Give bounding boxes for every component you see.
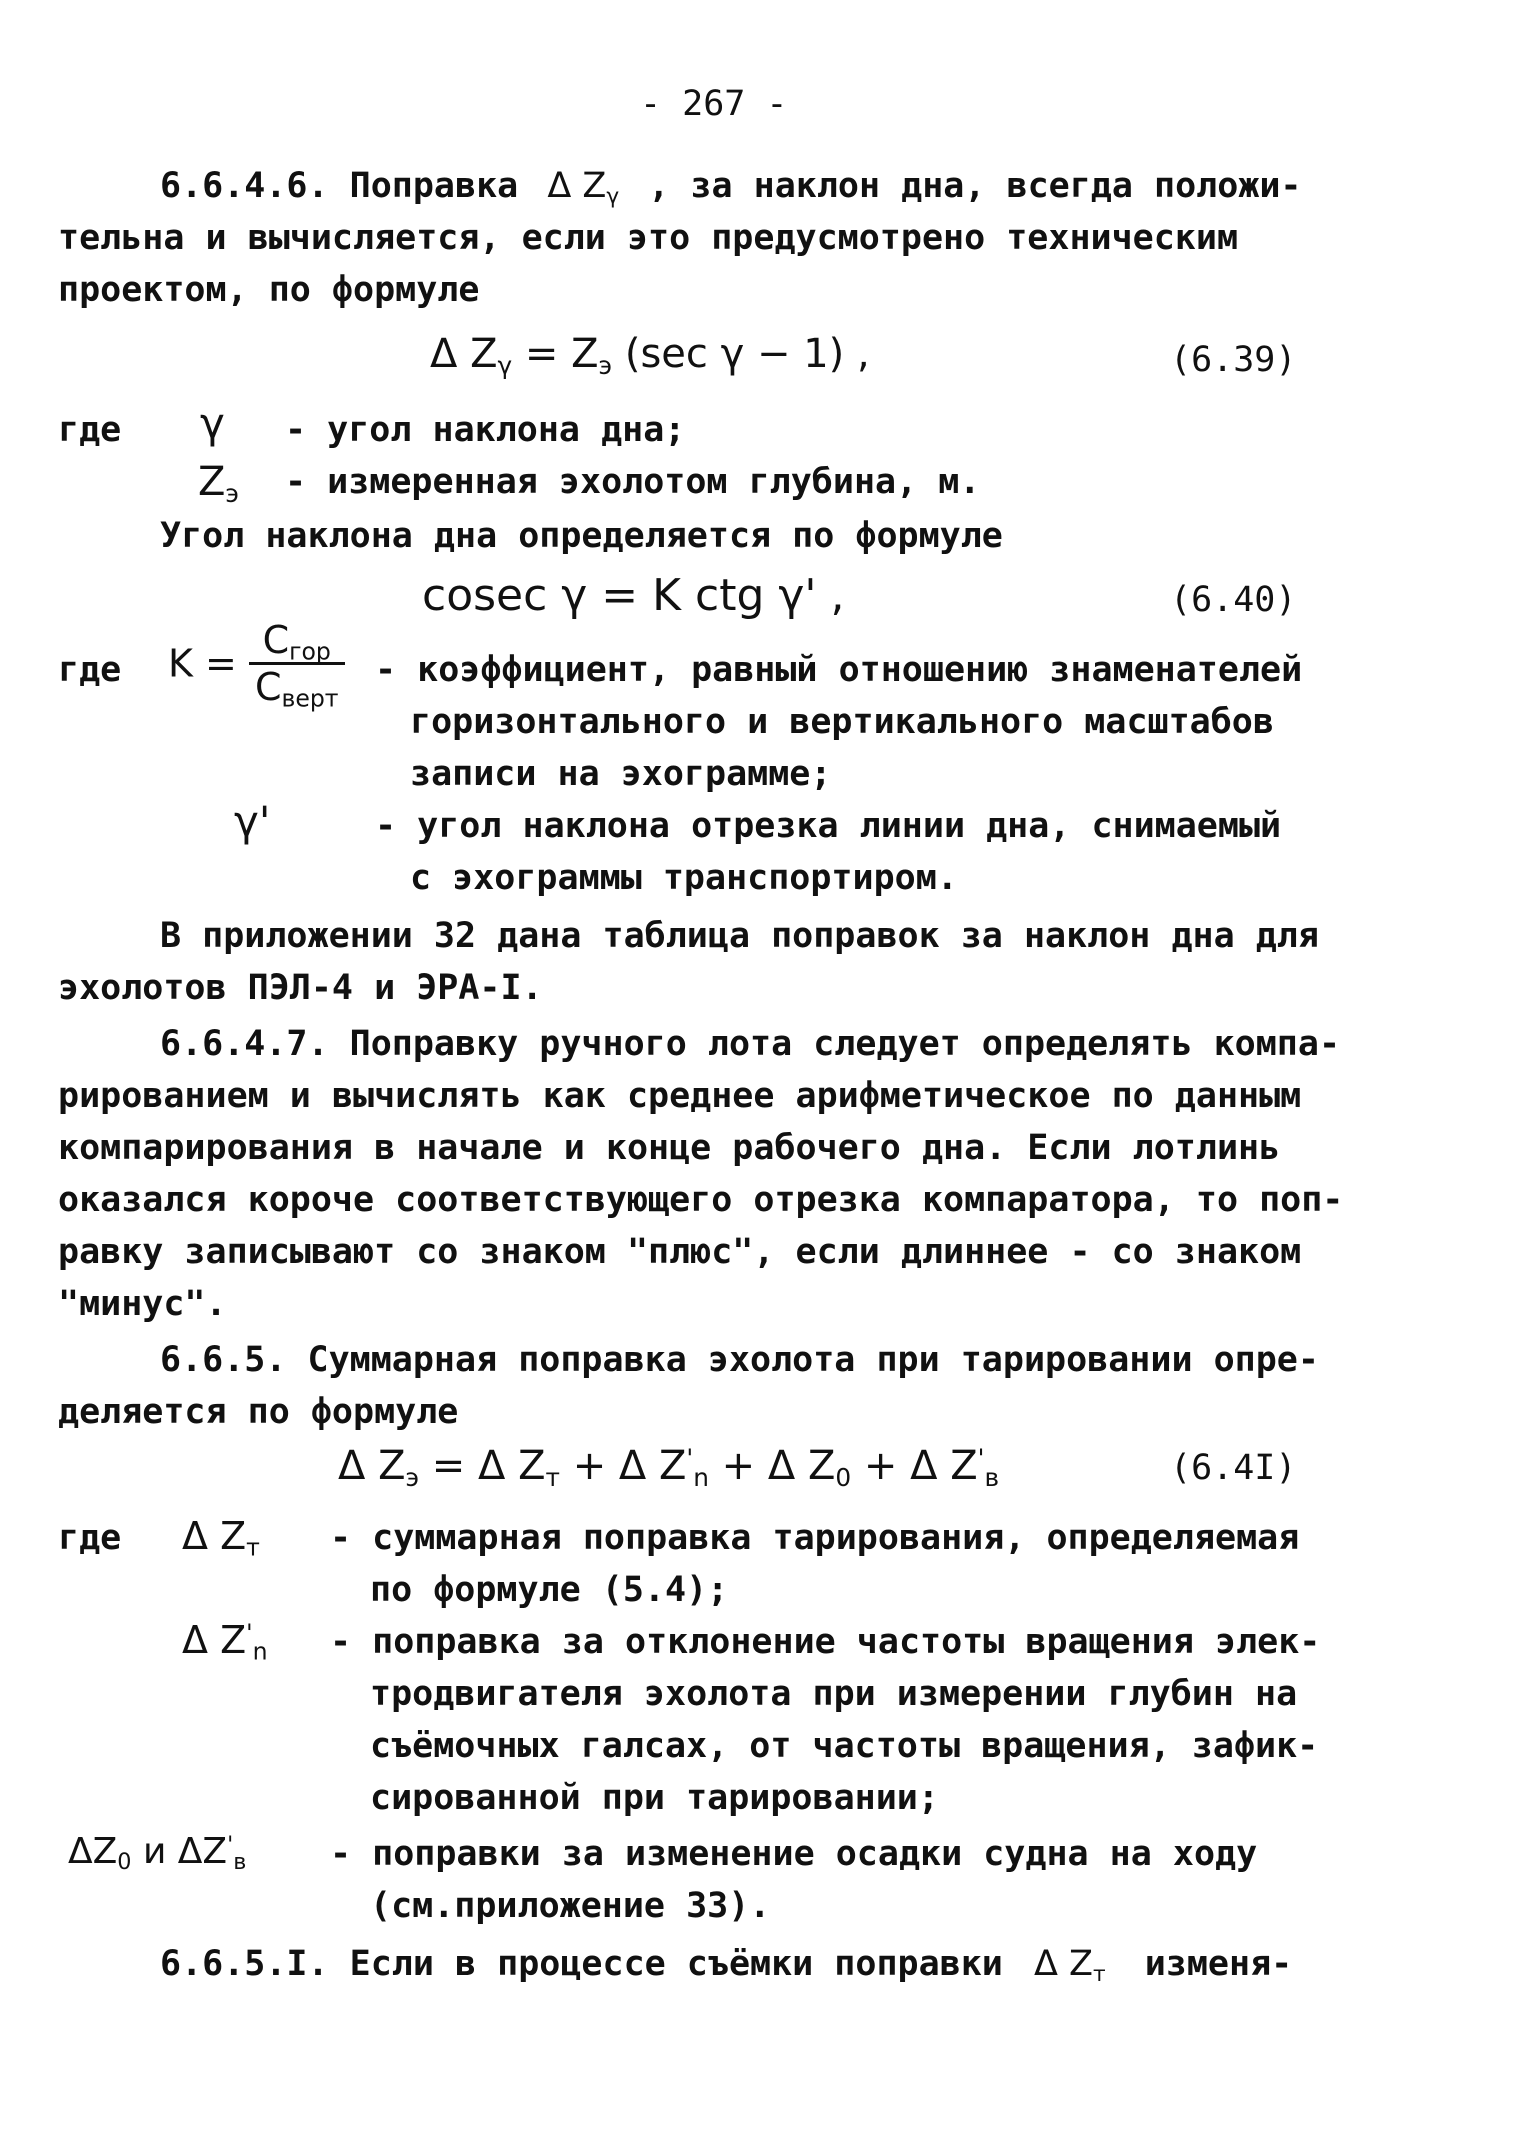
delta-z-n-symbol: Δ $Z'_n$ [182, 1618, 268, 1666]
k-definition-line-3: записи на эхограмме; [410, 754, 832, 794]
draft-correction-definition-line-2: (см.приложение 33). [370, 1886, 771, 1926]
appendix-32-line-2: эхолотов ПЭЛ-4 и ЭРА-I. [58, 968, 543, 1008]
delta-z-t-inline: Δ $Z_т$ [1033, 1944, 1106, 1988]
where-label-3: где [58, 1518, 122, 1558]
delta-z-t-definition-line-2: по формуле (5.4); [370, 1570, 729, 1610]
paragraph-6-6-4-6-line-1 [160, 160, 1302, 212]
paragraph-6-6-4-7-line-3: компарирования в начале и конце рабочего дна. Если лотлинь [58, 1128, 1281, 1168]
gamma-prime-definition-line-1: - угол наклона отрезка линии дна, снимаемый [375, 806, 1282, 846]
delta-z-t-definition-line-1: - суммарная поправка тарирования, определяемая [330, 1518, 1300, 1558]
formula-6-40-number: (6.40) [1170, 580, 1297, 620]
paragraph-6-6-5-line-2: деляется по формуле [58, 1392, 459, 1432]
delta-z-t-symbol: Δ $Z_т$ [182, 1514, 260, 1562]
angle-intro: Угол наклона дна определяется по формуле [160, 516, 1003, 556]
draft-correction-definition-line-1: - поправки за изменение осадки судна на ходу [330, 1834, 1258, 1874]
formula-6-39-number: (6.39) [1170, 340, 1297, 380]
formula-6-41: Δ $Z_э = \Delta$ $Z_т + \Delta$ $Z'_n + \Delta$ $Z_0 + \Delta$ $Z'_в$ [338, 1443, 1000, 1492]
z-echo-symbol: $Z_э$ [198, 459, 240, 508]
paragraph-6-6-4-6-line-3: проектом, по формуле [58, 270, 480, 310]
k-fraction: K = $\frac{C_{гор}}{C_{верт}}$ [168, 618, 345, 709]
delta-z-n-definition-line-4: сированной при тарировании; [370, 1778, 939, 1818]
gamma-prime-symbol: γ' [234, 797, 271, 846]
delta-z-n-definition-line-3: съёмочных галсах, от частоты вращения, зафик- [370, 1726, 1319, 1766]
delta-z-n-definition-line-2: тродвигателя эхолота при измерении глубин на [370, 1674, 1298, 1714]
k-definition-line-2: горизонтального и вертикального масштабов [410, 702, 1274, 742]
paragraph-6-6-4-6-line-2: тельна и вычисляется, если это предусмотрено техническим [58, 218, 1239, 258]
formula-6-40: cosec γ = K ctg γ' , [422, 570, 845, 621]
gamma-symbol: γ [200, 399, 225, 448]
paragraph-6-6-4-7-line-6: "минус". [58, 1284, 227, 1324]
page-number: - 267 - [640, 84, 788, 124]
paragraph-6-6-4-7-line-4: оказался короче соответствующего отрезка компаратора, то поп- [58, 1180, 1344, 1220]
delta-z-0-and-b-symbols: $\Delta Z_0$ и $\Delta Z'_в$ [68, 1831, 247, 1876]
z-echo-definition: - измеренная эхолотом глубина, м. [285, 462, 981, 502]
formula-6-41-number: (6.4I) [1170, 1448, 1297, 1488]
paragraph-6-6-4-7-line-5: равку записывают со знаком "плюс", если длиннее - со знаком [58, 1232, 1302, 1272]
p6646-l1a: 6.6.4.6. Поправка [160, 166, 519, 206]
paragraph-6-6-4-7-line-2: рированием и вычислять как среднее арифметическое по данным [58, 1076, 1302, 1116]
delta-z-n-definition-line-1: - поправка за отклонение частоты вращения элек- [330, 1622, 1321, 1662]
where-label-1: где [58, 410, 122, 450]
where-label-2: где [58, 650, 122, 690]
appendix-32-line-1: В приложении 32 дана таблица поправок за наклон дна для [160, 916, 1319, 956]
p6646-l1b: , за наклон дна, всегда положи- [648, 166, 1302, 206]
formula-6-39: Δ $Z_\gamma = Z_э$ (sec γ − 1) , [430, 331, 870, 380]
gamma-prime-definition-line-2: с эхограммы транспортиром. [410, 858, 958, 898]
paragraph-6-6-5-line-1: 6.6.5. Суммарная поправка эхолота при тарировании опре- [160, 1340, 1319, 1380]
gamma-definition: - угол наклона дна; [285, 410, 686, 450]
paragraph-6-6-5-1-line-1: 6.6.5.I. Если в процессе съёмки поправки Δ $Z_т$ изменя- [160, 1944, 1293, 1988]
paragraph-6-6-4-7-line-1: 6.6.4.7. Поправку ручного лота следует определять компа- [160, 1024, 1341, 1064]
delta-z-gamma-inline: Δ $Z_\gamma$ [547, 166, 620, 210]
k-definition-line-1: - коэффициент, равный отношению знаменателей [375, 650, 1303, 690]
